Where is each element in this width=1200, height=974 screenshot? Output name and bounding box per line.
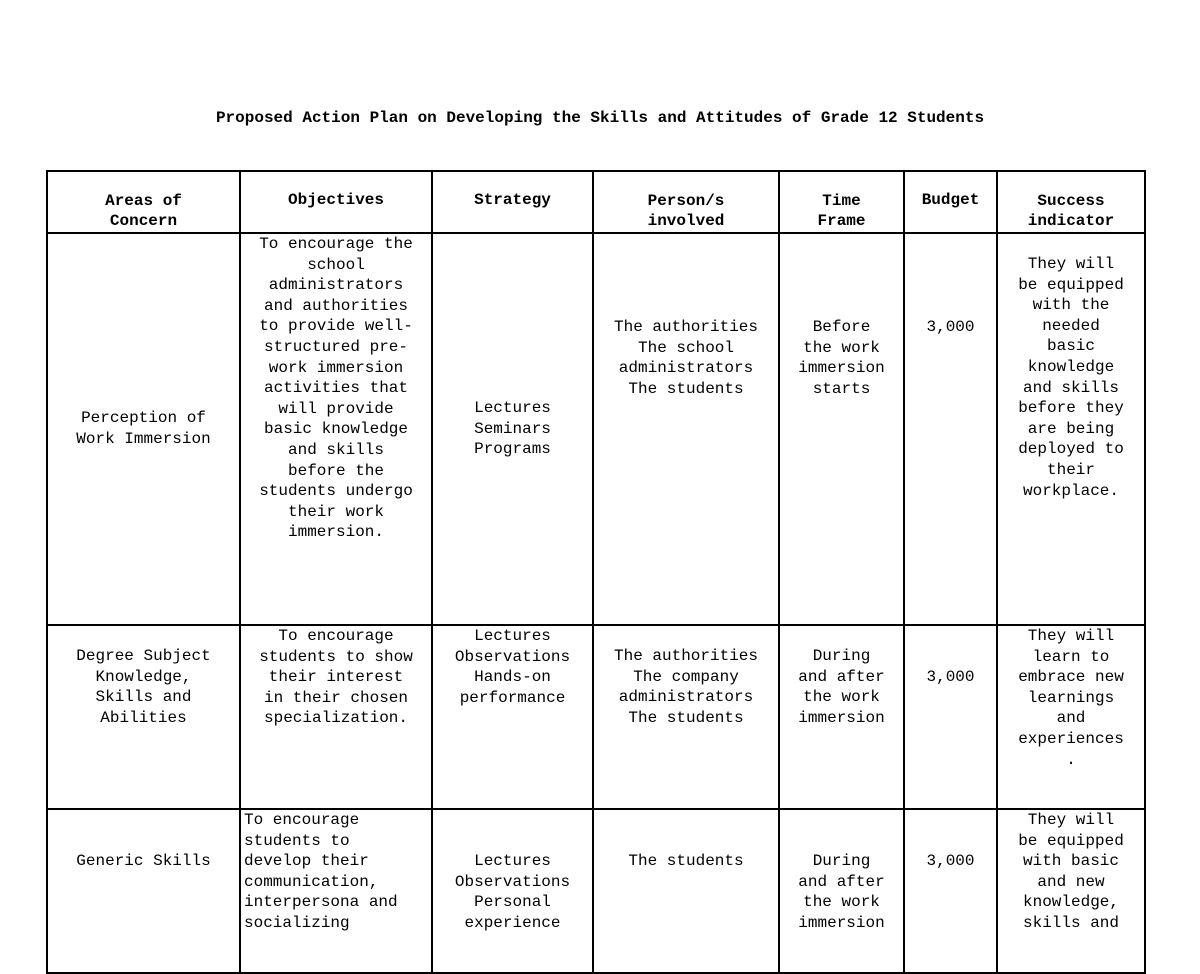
header-success-indicator: Success indicator	[997, 171, 1145, 233]
cell-time-frame: During and after the work immersion	[779, 625, 904, 809]
cell-budget: 3,000	[904, 809, 997, 973]
cell-area: Perception of Work Immersion	[47, 233, 240, 625]
cell-indicator: They will learn to embrace new learnings and experiences .	[997, 625, 1145, 809]
cell-area: Generic Skills	[47, 809, 240, 973]
cell-strategy: Lectures Observations Personal experience	[432, 809, 593, 973]
table-header-row	[47, 171, 1145, 233]
header-budget: Budget	[904, 171, 997, 233]
header-time-frame: Time Frame	[779, 171, 904, 233]
cell-persons: The authorities The company administrators The students	[593, 625, 779, 809]
cell-area: Degree Subject Knowledge, Skills and Abilities	[47, 625, 240, 809]
cell-objective: To encourage students to develop their communication, interpersona and socializing	[240, 809, 432, 973]
cell-budget: 3,000	[904, 625, 997, 809]
table-row	[47, 233, 1145, 625]
table-row	[47, 625, 1145, 809]
cell-persons: The students	[593, 809, 779, 973]
header-persons-involved: Person/s involved	[593, 171, 779, 233]
cell-time-frame: Before the work immersion starts	[779, 233, 904, 625]
cell-strategy: Lectures Observations Hands-on performance	[432, 625, 593, 809]
cell-time-frame: During and after the work immersion	[779, 809, 904, 973]
header-strategy: Strategy	[432, 171, 593, 233]
document-title: Proposed Action Plan on Developing the Skills and Attitudes of Grade 12 Students	[215, 109, 985, 127]
header-areas-of-concern: Areas of Concern	[47, 171, 240, 233]
action-plan-table	[46, 170, 1146, 974]
cell-objective: To encourage students to show their interest in their chosen specialization.	[240, 625, 432, 809]
cell-objective: To encourage the school administrators and authorities to provide well- structured pre- work immersion activities that will provide basic knowledge and skills before the students undergo their work immersion.	[240, 233, 432, 625]
cell-indicator: They will be equipped with the needed basic knowledge and skills before they are being deployed to their workplace.	[997, 233, 1145, 625]
header-objectives: Objectives	[240, 171, 432, 233]
table-row	[47, 809, 1145, 973]
cell-persons: The authorities The school administrators The students	[593, 233, 779, 625]
cell-indicator: They will be equipped with basic and new knowledge, skills and	[997, 809, 1145, 973]
cell-budget: 3,000	[904, 233, 997, 625]
cell-strategy: Lectures Seminars Programs	[432, 233, 593, 625]
